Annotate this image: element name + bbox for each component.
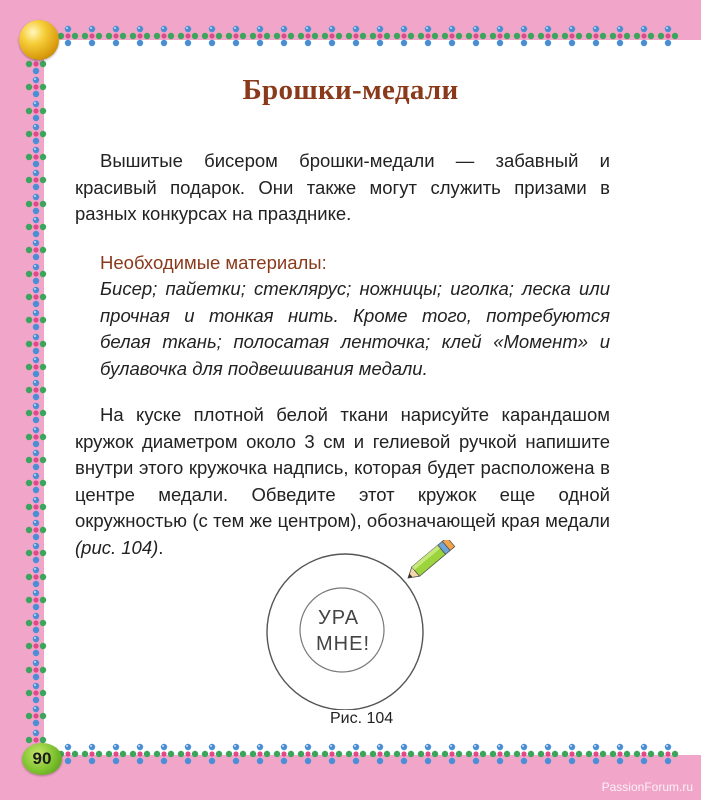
bead-flower-icon bbox=[584, 24, 608, 48]
instructions-body bbox=[75, 402, 610, 561]
bead-flower-icon bbox=[656, 24, 680, 48]
bead-flower-icon bbox=[24, 541, 48, 564]
bead-flower-icon bbox=[440, 24, 464, 48]
page-number-badge bbox=[22, 743, 62, 775]
bead-flower-icon bbox=[24, 168, 48, 191]
bead-flower-icon bbox=[24, 378, 48, 401]
bead-flower-icon bbox=[200, 24, 224, 48]
bead-flower-icon bbox=[296, 742, 320, 766]
bead-flower-icon bbox=[24, 565, 48, 588]
bead-flower-icon bbox=[24, 611, 48, 634]
bead-flower-icon bbox=[104, 24, 128, 48]
bead-flower-icon bbox=[416, 24, 440, 48]
bead-flower-icon bbox=[152, 24, 176, 48]
medal-text-line2: МНЕ! bbox=[316, 633, 370, 655]
bead-flower-icon bbox=[24, 145, 48, 168]
bead-flower-icon bbox=[24, 122, 48, 145]
instructions-end: . bbox=[158, 536, 164, 558]
bead-flower-icon bbox=[24, 681, 48, 704]
bead-flower-icon bbox=[560, 742, 584, 766]
bead-flower-icon bbox=[128, 24, 152, 48]
bead-flower-icon bbox=[176, 24, 200, 48]
bead-flower-icon bbox=[584, 742, 608, 766]
gold-ball-icon bbox=[19, 20, 59, 60]
bead-flower-icon bbox=[24, 518, 48, 541]
bead-flower-icon bbox=[536, 24, 560, 48]
bead-flower-icon bbox=[392, 742, 416, 766]
bead-border-bottom bbox=[56, 742, 701, 766]
bead-flower-icon bbox=[344, 742, 368, 766]
bead-flower-icon bbox=[248, 742, 272, 766]
bead-flower-icon bbox=[656, 742, 680, 766]
bead-flower-icon bbox=[24, 308, 48, 331]
bead-flower-icon bbox=[464, 742, 488, 766]
bead-flower-icon bbox=[24, 355, 48, 378]
pencil-icon bbox=[404, 540, 455, 583]
bead-flower-icon bbox=[272, 24, 296, 48]
bead-flower-icon bbox=[24, 495, 48, 518]
bead-flower-icon bbox=[632, 742, 656, 766]
figure-reference: (рис. 104) bbox=[75, 536, 159, 558]
bead-flower-icon bbox=[104, 742, 128, 766]
bead-flower-icon bbox=[56, 24, 80, 48]
bead-flower-icon bbox=[416, 742, 440, 766]
bead-flower-icon bbox=[152, 742, 176, 766]
bead-flower-icon bbox=[320, 24, 344, 48]
bead-flower-icon bbox=[608, 24, 632, 48]
bead-flower-icon bbox=[488, 742, 512, 766]
bead-border-left bbox=[24, 52, 48, 752]
bead-flower-icon bbox=[392, 24, 416, 48]
bead-flower-icon bbox=[24, 634, 48, 657]
bead-flower-icon bbox=[368, 742, 392, 766]
intro-text: Вышитые бисером брошки-медали — забавный и красивый подарок. Они также могут служить призами в разных конкурсах на празднике. bbox=[75, 150, 610, 224]
bead-flower-icon bbox=[24, 401, 48, 424]
bead-flower-icon bbox=[560, 24, 584, 48]
instructions-paragraph bbox=[75, 402, 610, 561]
bead-flower-icon bbox=[24, 471, 48, 494]
bead-flower-icon bbox=[608, 742, 632, 766]
bead-flower-icon bbox=[488, 24, 512, 48]
bead-flower-icon bbox=[24, 332, 48, 355]
bead-flower-icon bbox=[296, 24, 320, 48]
bead-flower-icon bbox=[344, 24, 368, 48]
bead-flower-icon bbox=[536, 742, 560, 766]
medal-text-line1: УРА bbox=[318, 607, 360, 629]
bead-flower-icon bbox=[24, 448, 48, 471]
outer-circle bbox=[267, 554, 423, 710]
bead-flower-icon bbox=[224, 24, 248, 48]
page-title: Брошки-медали bbox=[242, 74, 459, 106]
bead-flower-icon bbox=[24, 704, 48, 727]
figure-caption: Рис. 104 bbox=[330, 710, 394, 727]
bead-flower-icon bbox=[512, 742, 536, 766]
bead-flower-icon bbox=[224, 742, 248, 766]
bead-flower-icon bbox=[248, 24, 272, 48]
materials-heading: Необходимые материалы: bbox=[100, 252, 327, 273]
bead-flower-icon bbox=[440, 742, 464, 766]
page-number: 90 bbox=[32, 749, 52, 768]
bead-flower-icon bbox=[24, 215, 48, 238]
bead-flower-icon bbox=[320, 742, 344, 766]
bead-flower-icon bbox=[368, 24, 392, 48]
bead-flower-icon bbox=[24, 658, 48, 681]
inner-circle bbox=[300, 588, 384, 672]
bead-flower-icon bbox=[128, 742, 152, 766]
bead-flower-icon bbox=[80, 742, 104, 766]
instructions-text: На куске плотной белой ткани нарисуйте карандашом кружок диаметром около 3 см и гелиевой ручкой напишите внутри этого кружочка надпись, которая будет расположена в центре медали. Обведите этот кружок еще одной окружностью (с тем же центром), обозначающей края медали bbox=[75, 404, 610, 531]
bead-flower-icon bbox=[512, 24, 536, 48]
bead-flower-icon bbox=[632, 24, 656, 48]
bead-flower-icon bbox=[464, 24, 488, 48]
bead-flower-icon bbox=[24, 238, 48, 261]
bead-flower-icon bbox=[24, 425, 48, 448]
bead-flower-icon bbox=[272, 742, 296, 766]
bead-flower-icon bbox=[24, 285, 48, 308]
bead-flower-icon bbox=[24, 262, 48, 285]
bead-flower-icon bbox=[24, 588, 48, 611]
medal-illustration bbox=[260, 540, 470, 710]
watermark: PassionForum.ru bbox=[601, 780, 693, 794]
bead-flower-icon bbox=[24, 192, 48, 215]
intro-paragraph bbox=[75, 148, 610, 228]
bead-border-top bbox=[56, 24, 701, 48]
bead-flower-icon bbox=[80, 24, 104, 48]
materials-list: Бисер; пайетки; стеклярус; ножницы; иголка; леска или прочная и тонкая нить. Кроме того, потребуются белая ткань; полосатая ленточка; клей «Момент» и булавочка для подвешивания медали. bbox=[100, 278, 610, 379]
bead-flower-icon bbox=[176, 742, 200, 766]
bead-flower-icon bbox=[200, 742, 224, 766]
